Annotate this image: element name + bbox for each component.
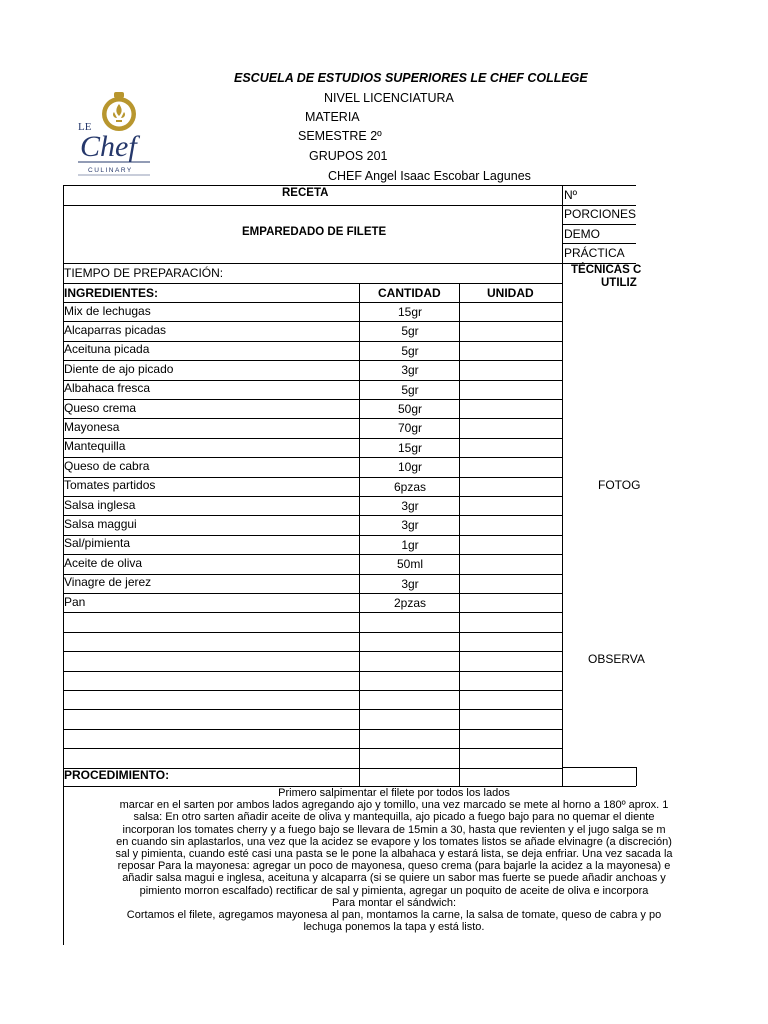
ingredient-quantity: 3gr: [401, 518, 419, 533]
grid-line: [63, 205, 562, 206]
ingredient-quantity: 10gr: [397, 460, 423, 475]
ingredient-name: Albahaca fresca: [64, 381, 151, 396]
grid-line: [63, 283, 562, 284]
grid-line: [63, 690, 562, 691]
photo-label: FOTOG: [598, 478, 641, 492]
ingredient-name: Aceite de oliva: [64, 555, 143, 570]
recipe-name: EMPAREDADO DE FILETE: [242, 226, 387, 238]
ingredient-name: Vinagre de jerez: [64, 575, 152, 590]
unit-header: UNIDAD: [487, 286, 534, 300]
procedure-line: Para montar el sándwich:: [331, 896, 457, 909]
grid-line: [63, 418, 562, 419]
ingredient-quantity: 5gr: [401, 343, 419, 358]
subject-line: MATERIA: [305, 110, 360, 124]
ingredient-quantity: 3gr: [401, 499, 419, 513]
grid-line: [63, 535, 562, 536]
ingredient-name: Mayonesa: [64, 419, 120, 434]
groups-line: GRUPOS 201: [309, 149, 388, 163]
semester-line: SEMESTRE 2º: [298, 129, 382, 143]
field-portions: PORCIONES: [564, 207, 637, 221]
ingredient-name: Salsa inglesa: [64, 497, 136, 512]
ingredient-quantity: 2pzas: [393, 596, 427, 610]
procedure-line: Cortamos el filete, agregamos mayonesa al pan, montamos la carne, la salsa de tomate, queso de cabra y po: [126, 909, 662, 922]
ingredient-quantity: 6pzas: [393, 479, 427, 494]
grid-line: [63, 593, 562, 594]
prep-time-label: TIEMPO DE PREPARACIÓN:: [64, 266, 224, 280]
procedure-label: PROCEDIMIENTO:: [64, 768, 170, 782]
ingredient-name: Mix de lechugas: [64, 303, 151, 318]
ingredient-name: Tomates partidos: [64, 478, 156, 493]
ingredient-quantity: 70gr: [397, 421, 423, 436]
ingredient-name: Salsa maggui: [64, 516, 137, 531]
procedure-line: marcar en el sarten por ambos lados agregando ajo y tomillo, una vez marcado se mete al horno a 180º aprox. 1: [119, 799, 669, 812]
ingredient-name: Sal/pimienta: [64, 536, 131, 551]
grid-line: [359, 283, 360, 786]
ingredient-quantity: 15gr: [397, 305, 423, 319]
ingredient-name: Diente de ajo picado: [64, 361, 174, 376]
procedure-text: [64, 787, 724, 933]
grid-line: [63, 185, 636, 186]
ingredient-name: Queso de cabra: [64, 458, 150, 473]
procedure-line: Primero salpimentar el filete por todos los lados: [278, 787, 510, 799]
chef-line: CHEF Angel Isaac Escobar Lagunes: [328, 169, 531, 183]
grid-line: [63, 263, 562, 264]
logo-le: LE: [78, 121, 92, 133]
grid-line: [562, 767, 636, 768]
observations-label: OBSERVA: [588, 652, 645, 666]
ingredient-name: Mantequilla: [64, 439, 126, 454]
ingredient-name: Aceituna picada: [64, 342, 150, 357]
grid-line: [63, 651, 562, 652]
grid-line: [63, 729, 562, 730]
field-practice: PRÁCTICA: [564, 246, 625, 260]
ingredient-quantity: 50gr: [397, 402, 423, 416]
grid-line: [562, 205, 636, 206]
school-title: ESCUELA DE ESTUDIOS SUPERIORES LE CHEF COLLEGE: [234, 71, 588, 85]
procedure-line: salsa: En otro sarten añadir aceite de oliva y mantequilla, ajo picado a fuego bajo para no quemar el diente: [133, 811, 655, 824]
techniques-label: TÉCNICAS C: [571, 264, 642, 276]
procedure-line: añadir salsa magui e inglesa, aceituna y alcaparra (si se quiere un sabor mas fuerte se puede añadir anchoas y: [122, 872, 666, 885]
grid-line: [636, 767, 637, 786]
ingredient-name: Queso crema: [64, 400, 137, 415]
ingredient-quantity: 5gr: [401, 382, 419, 397]
ingredient-quantity: 5gr: [401, 324, 419, 339]
grid-line: [63, 709, 562, 710]
grid-line: [562, 243, 636, 244]
ingredients-header: INGREDIENTES:: [64, 286, 159, 300]
grid-line: [63, 321, 562, 322]
level-line: NIVEL LICENCIATURA: [324, 91, 454, 105]
techniques-label-2: UTILIZ: [601, 277, 637, 289]
recipe-label: RECETA: [282, 187, 329, 199]
procedure-line: sal y pimienta, cuando esté casi una pasta se le pone la albahaca y estará lista, se deja enfriar. Una vez sacada la: [115, 848, 673, 861]
ingredient-quantity: 15gr: [397, 440, 423, 455]
procedure-line: lechuga ponemos la tapa y está listo.: [303, 921, 485, 934]
grid-line: [562, 185, 563, 786]
procedure-line: incorporan los tomates cherry y a fuego bajo se llevara de 15min a 30, hasta que revienten y el jugo salga se m: [122, 823, 666, 836]
logo-culinary: CULINARY: [88, 167, 133, 174]
grid-line: [63, 496, 562, 497]
logo-graphic: [74, 90, 154, 184]
ingredient-quantity: 50ml: [396, 557, 423, 572]
grid-line: [63, 632, 562, 633]
procedure-line: pimiento morron escalfado) rectificar de sal y pimienta, agregar un poquito de aceite de oliva e incorpora: [139, 884, 649, 897]
ingredient-name: Pan: [64, 594, 86, 609]
grid-line: [63, 399, 562, 400]
field-number: Nº: [564, 188, 578, 202]
procedure-line: reposar Para la mayonesa: agregar un poco de mayonesa, queso crema (para bajarle la acidez a la mayonesa) e: [117, 860, 671, 873]
grid-line: [63, 671, 562, 672]
ingredient-quantity: 1gr: [401, 537, 419, 552]
grid-line: [562, 224, 636, 225]
grid-line: [459, 283, 460, 786]
ingredient-quantity: 3gr: [401, 363, 419, 378]
ingredient-name: Alcaparras picadas: [64, 322, 167, 337]
logo-chef: Chef: [80, 130, 137, 163]
ingredient-quantity: 3gr: [401, 576, 419, 591]
grid-line: [63, 748, 562, 749]
procedure-line: en cuando sin aplastarlos, una vez que la acidez se evapore y los tomates listos se añade elvinagre (a discreción): [116, 835, 672, 848]
quantity-header: CANTIDAD: [378, 286, 441, 300]
grid-line: [63, 515, 562, 516]
grid-line: [63, 612, 562, 613]
le-chef-logo: [74, 90, 154, 184]
grid-line: [63, 438, 562, 439]
field-demo: DEMO: [564, 227, 600, 241]
